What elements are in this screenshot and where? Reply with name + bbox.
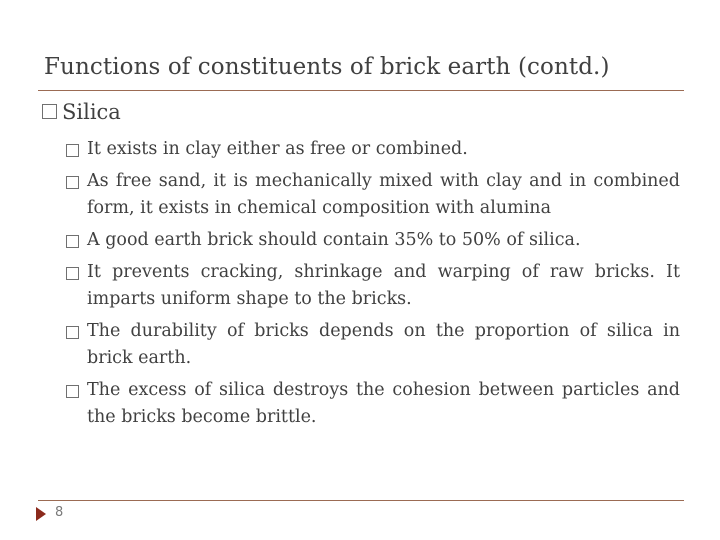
bullet-text: The durability of bricks depends on the proportion of silica in brick earth. [87,321,680,368]
list-item [66,227,680,254]
bullet-text: As free sand, it is mechanically mixed with clay and in combined form, it exists in chemical composition with alumina [87,171,680,218]
bullet-text: It exists in clay either as free or combined. [87,139,468,159]
bullet-text: It prevents cracking, shrinkage and warping of raw bricks. It imparts uniform shape to the bricks. [87,262,680,309]
bullet-box-icon [66,144,79,157]
list-item [66,259,680,313]
bullet-box-icon [66,326,79,339]
bullet-box-icon [66,267,79,280]
list-item [66,168,680,222]
list-item [66,318,680,372]
section-heading-label: Silica [62,100,121,124]
list-item [66,136,680,163]
bullet-box-icon [66,235,79,248]
title-divider [38,90,684,91]
bullet-box-icon [66,176,79,189]
page-number: 8 [55,505,64,520]
footer-divider [38,500,684,501]
page-marker-arrow-icon [36,507,46,521]
slide-title: Functions of constituents of brick earth (contd.) [44,54,610,80]
bullet-box-icon [42,104,57,119]
bullet-text: The excess of silica destroys the cohesion between particles and the bricks become brittle. [87,380,680,427]
bullet-box-icon [66,385,79,398]
section-heading [42,100,121,124]
list-item [66,377,680,431]
bullet-list [66,136,680,436]
bullet-text: A good earth brick should contain 35% to 50% of silica. [87,230,581,250]
